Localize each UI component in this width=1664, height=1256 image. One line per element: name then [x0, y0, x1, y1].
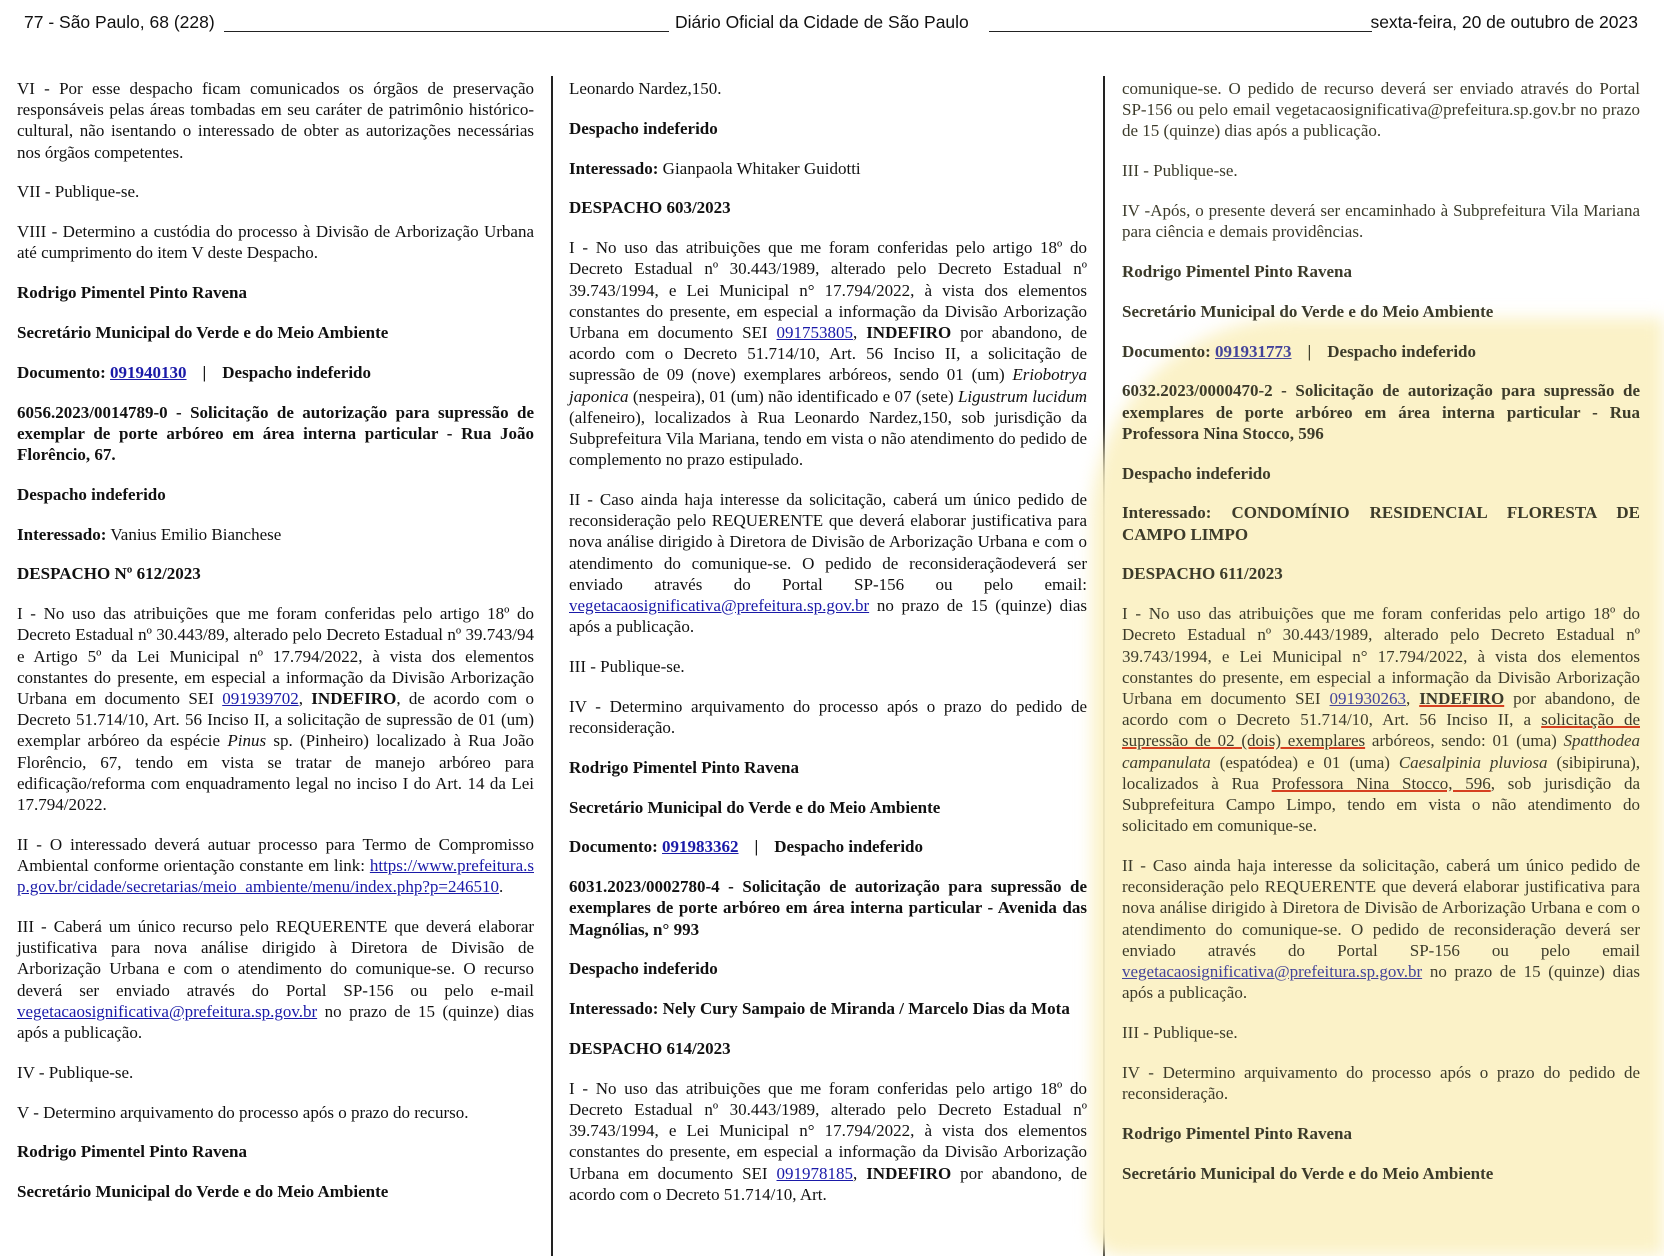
status-heading: Despacho indeferido: [569, 118, 718, 138]
interessado-name: Gianpaola Whitaker Guidotti: [662, 158, 861, 178]
status-heading: Despacho indeferido: [569, 959, 718, 979]
document-line: [569, 836, 1087, 857]
paragraph-item-iii: III - Caberá um único recurso pelo REQUERENTE que deverá elaborar justificativa para nova análise dirigido à Diretora de Divisão de Arborização Urbana e com o atendimento do comunique-se. O recurso deverá ser enviado através do Portal SP-156 ou pelo e-mail vegetacaosignificativa@prefeitura.sp.gov.br no prazo de 15 (quinze) dias após a publicação.: [17, 917, 534, 1043]
process-title: 6032.2023/0000470-2 - Solicitação de autorização para supressão de exemplares de porte arbóreo em área interna particular - Rua Professora Nina Stocco, 596: [1122, 381, 1640, 443]
email-link[interactable]: vegetacaosignificativa@prefeitura.sp.gov.br: [17, 1001, 318, 1021]
signatory-name: Rodrigo Pimentel Pinto Ravena: [569, 757, 799, 777]
column-middle: [569, 78, 1087, 1224]
paragraph-item-i: I - No uso das atribuições que me foram conferidas pelo artigo 18º do Decreto Estadual nº 30.443/1989, alterado pelo Decreto Estadual nº 39.743/1994, e Lei Municipal n° 17.794/2022, à vista dos elementos constantes do presente, em especial a informação da Divisão Arborização Urbana em documento SEI 091978185, INDEFIRO por abandono, de acordo com o Decreto 51.714/10, Art.: [569, 1078, 1088, 1204]
indefiro: INDEFIRO: [1419, 689, 1505, 708]
process-title: 6031.2023/0002780-4 - Solicitação de autorização para supressão de exemplares de porte arbóreo em área interna particular - Avenida das Magnólias, n° 993: [569, 877, 1087, 939]
doc-separator: |: [1307, 341, 1312, 361]
paragraph-item-ii: II - O interessado deverá autuar processo para Termo de Compromisso Ambiental conforme orientação constante em link: https://www.prefeitura.sp.gov.br/cidade/secretarias/meio_ambiente/menu/index.php?p=246510.: [17, 834, 534, 897]
email-text: vegetacaosignificativa@prefeitura.sp.gov.br: [1275, 100, 1576, 120]
indefiro: INDEFIRO: [866, 323, 952, 342]
signatory-name: Rodrigo Pimentel Pinto Ravena: [1122, 1123, 1352, 1143]
despacho-title: DESPACHO Nº 612/2023: [17, 564, 201, 584]
interessado-label: Interessado:: [17, 524, 107, 544]
sei-link[interactable]: 091753805: [776, 323, 854, 342]
sei-link[interactable]: 091930263: [1329, 689, 1407, 708]
doc-separator: |: [754, 837, 759, 857]
paragraph-item-i: I - No uso das atribuições que me foram conferidas pelo artigo 18º do Decreto Estadual nº 30.443/89, alterado pelo Decreto Estadual nº 39.743/94 e Artigo 5º da Lei Municipal nº 17.794/2022, à vista dos elementos constantes do presente, em especial a informação da Divisão Arborização Urbana em documento SEI 091939702, INDEFIRO, de acordo com o Decreto 51.714/10, Art. 56 Inciso II, a solicitação de supressão de 01 (um) exemplar arbóreo da espécie Pinus sp. (Pinheiro) localizado à Rua João Florêncio, 67, tendo em vista se tratar de manejo arbóreo para edificação/reforma com enquadramento legal no inciso I do Art. 14 da Lei 17.794/2022.: [17, 604, 534, 815]
status-heading: Despacho indeferido: [1122, 463, 1271, 483]
paragraph-item-i: I - No uso das atribuições que me foram conferidas pelo artigo 18º do Decreto Estadual nº 30.443/1989, alterado pelo Decreto Estadual nº 39.743/1994, e Lei Municipal n° 17.794/2022, à vista dos elementos constantes do presente, em especial a informação da Divisão Arborização Urbana em documento SEI 091753805, INDEFIRO por abandono, de acordo com o Decreto 51.714/10, Art. 56 Inciso II, a solicitação de supressão de 09 (nove) exemplares arbóreos, sendo 01 (um) Eriobotrya japonica (nespeira), 01 (um) não identificado e 07 (sete) Ligustrum lucidum (alfeneiro), localizados à Rua Leonardo Nardez,150, sob jurisdição da Subprefeitura Vila Mariana, tendo em vista o não atendimento do pedido de complemento no prazo estipulado.: [569, 238, 1088, 470]
sei-link[interactable]: 091978185: [776, 1163, 854, 1183]
paragraph-item-ii: II - Caso ainda haja interesse da solicitação, caberá um único pedido de reconsideração pelo REQUERENTE que deverá elaborar justificativa para nova análise dirigido à Diretora de Divisão de Arborização Urbana e com o atendimento do comunique-se. O pedido de reconsideração deverá ser enviado através do Portal SP-156 ou pelo email vegetacaosignificativa@prefeitura.sp.gov.br no prazo de 15 (quinze) dias após a publicação.: [1122, 856, 1641, 1003]
despacho-title: DESPACHO 614/2023: [569, 1039, 731, 1059]
species-name: Eriobotrya japonica: [569, 365, 1088, 406]
species-name: Ligustrum lucidum: [957, 386, 1087, 406]
interessado-line: [569, 158, 1087, 179]
paragraph: IV - Determino arquivamento do processo após o prazo do pedido de reconsideração.: [1122, 1062, 1640, 1104]
indefiro: INDEFIRO: [311, 689, 397, 708]
paragraph: VII - Publique-se.: [17, 182, 140, 202]
paragraph: III - Publique-se.: [569, 657, 685, 677]
doc-type: Despacho indeferido: [222, 362, 372, 382]
signatory-title: Secretário Municipal do Verde e do Meio Ambiente: [1122, 1163, 1494, 1183]
paragraph: III - Publique-se.: [1122, 1023, 1238, 1043]
signatory-name: Rodrigo Pimentel Pinto Ravena: [17, 283, 247, 303]
email-link[interactable]: vegetacaosignificativa@prefeitura.sp.gov.br: [569, 596, 870, 616]
signatory-title: Secretário Municipal do Verde e do Meio Ambiente: [1122, 301, 1494, 321]
sei-link[interactable]: 091939702: [222, 689, 299, 708]
signatory-title: Secretário Municipal do Verde e do Meio Ambiente: [17, 323, 389, 342]
signatory-title: Secretário Municipal do Verde e do Meio Ambiente: [17, 1182, 389, 1202]
doc-label: Documento:: [17, 362, 106, 382]
paragraph-item-i: I - No uso das atribuições que me foram conferidas pelo artigo 18º do Decreto Estadual nº 30.443/1989, alterado pelo Decreto Estadual nº 39.743/1994, e Lei Municipal n° 17.794/2022, à vista dos elementos constantes do presente, em especial a informação da Divisão Arborização Urbana em documento SEI 091930263, INDEFIRO por abandono, de acordo com o Decreto 51.714/10, Art. 56 Inciso II, a solicitação de supressão de 02 (dois) exemplares arbóreos, sendo: 01 (uma) Spatthodea campanulata (espatódea) e 01 (uma) Caesalpinia pluviosa (sibipiruna), localizados à Rua Professora Nina Stocco, 596, sob jurisdição da Subprefeitura Campo Limpo, tendo em vista o não atendimento do solicitado em comunique-se.: [1122, 604, 1641, 836]
column-right: [1122, 78, 1640, 1202]
signatory-title: Secretário Municipal do Verde e do Meio Ambiente: [569, 797, 941, 817]
paragraph: IV -Após, o presente deverá ser encaminhado à Subprefeitura Vila Mariana para ciência e demais providências.: [1122, 201, 1640, 242]
species-name: Pinus: [227, 731, 267, 751]
paragraph: VI - Por esse despacho ficam comunicados os órgãos de preservação responsáveis pelas áreas tombadas em seu caráter de patrimônio histórico-cultural, não isentando o interessado de obter as autorizações necessárias nos órgãos competentes.: [17, 79, 534, 162]
paragraph: Leonardo Nardez,150.: [569, 79, 722, 98]
paragraph: VIII - Determino a custódia do processo à Divisão de Arborização Urbana até cumprimento do item V deste Despacho.: [17, 222, 534, 263]
column-divider-1: [551, 76, 553, 1256]
document-link[interactable]: 091983362: [662, 837, 739, 857]
page-info: 77 - São Paulo, 68 (228): [24, 12, 215, 32]
email-link[interactable]: vegetacaosignificativa@prefeitura.sp.gov.br: [1122, 962, 1423, 982]
underlined-address: Professora Nina Stocco, 596: [1271, 773, 1491, 793]
interessado-name: Vanius Emilio Bianchese: [110, 524, 282, 544]
document-line: [17, 362, 534, 383]
paragraph: V - Determino arquivamento do processo após o prazo do recurso.: [17, 1102, 469, 1122]
paragraph-item-ii: II - Caso ainda haja interesse da solicitação, caberá um único pedido de reconsideração pelo REQUERENTE que deverá elaborar justificativa para nova análise dirigido à Diretora de Divisão de Arborização Urbana e com o atendimento do comunique-se. O pedido de reconsideraçãodeverá ser enviado através do Portal SP-156 ou pelo email: vegetacaosignificativa@prefeitura.sp.gov.br no prazo de 15 (quinze) dias após a publicação.: [569, 490, 1088, 637]
document-line: [1122, 341, 1640, 362]
doc-type: Despacho indeferido: [774, 837, 924, 857]
paragraph: IV - Publique-se.: [17, 1062, 134, 1082]
doc-label: Documento:: [1122, 341, 1211, 361]
signatory-name: Rodrigo Pimentel Pinto Ravena: [17, 1142, 247, 1162]
doc-type: Despacho indeferido: [1327, 341, 1477, 361]
paragraph: III - Publique-se.: [1122, 161, 1238, 181]
interessado-line: Interessado: Nely Cury Sampaio de Miranda / Marcelo Dias da Mota: [569, 999, 1070, 1019]
document-link[interactable]: 091940130: [110, 362, 187, 382]
tca-link[interactable]: https://www.prefeitura.sp.gov.br/cidade/secretarias/meio_ambiente/menu/index.php?p=246510: [17, 856, 534, 897]
interessado-line: [17, 524, 534, 545]
paragraph: IV - Determino arquivamento do processo após o prazo do pedido de reconsideração.: [569, 696, 1087, 738]
despacho-title: DESPACHO 603/2023: [569, 198, 731, 218]
doc-separator: |: [202, 362, 207, 382]
process-title: 6056.2023/0014789-0 - Solicitação de autorização para supressão de exemplar de porte arbóreo em área interna particular - Rua João Florêncio, 67.: [17, 402, 534, 464]
despacho-title: DESPACHO 611/2023: [1122, 564, 1283, 584]
column-left: [17, 78, 534, 1221]
species-name: Caesalpinia pluviosa: [1398, 752, 1548, 772]
interessado-line: Interessado: CONDOMÍNIO RESIDENCIAL FLORESTA DE CAMPO LIMPO: [1122, 503, 1640, 544]
paragraph: comunique-se. O pedido de recurso deverá ser enviado através do Portal SP-156 ou pelo email vegetacaosignificativa@prefeitura.sp.gov.br no prazo de 15 (quinze) dias após a publicação.: [1122, 79, 1641, 141]
underlined-request: solicitação de supressão de 02 (dois) exemplares: [1122, 710, 1640, 751]
status-heading: Despacho indeferido: [17, 484, 166, 504]
doc-label: Documento:: [569, 837, 658, 857]
interessado-label: Interessado:: [569, 158, 659, 178]
document-link[interactable]: 091931773: [1215, 341, 1292, 361]
header-rule-right: [989, 31, 1372, 32]
page-header: [24, 12, 1638, 38]
publication-title: Diário Oficial da Cidade de São Paulo: [675, 12, 969, 32]
header-rule-left: [224, 31, 669, 32]
species-name: Spatthodea campanulata: [1122, 731, 1641, 772]
publication-date: sexta-feira, 20 de outubro de 2023: [1370, 12, 1638, 32]
signatory-name: Rodrigo Pimentel Pinto Ravena: [1122, 262, 1352, 281]
indefiro: INDEFIRO: [866, 1163, 952, 1183]
